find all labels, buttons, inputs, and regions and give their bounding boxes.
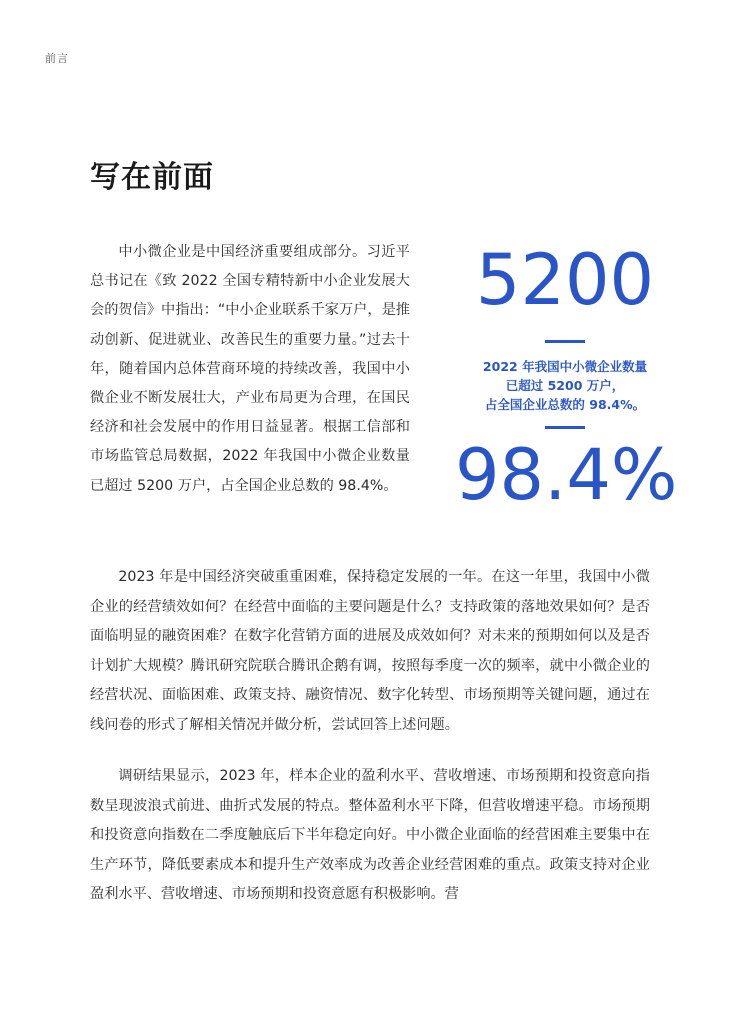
body-paragraph-findings: 调研结果显示，2023 年，样本企业的盈利水平、营收增速、市场预期和投资意向指数呈现波浪式前进、曲折式发展的特点。整体盈利水平下降，但营收增速平稳。市场预期和投资意向指数在二季度触底后下半年稳定向好。中小微企业面临的经营困难主要集中在生产环节，降低要素成本和提升生产效率成为改善企业经营困难的重点。政策支持对企业盈利水平、营收增速、市场预期和投资意愿有积极影响。营 [90, 768, 650, 902]
stat-number-enterprises: 5200 [475, 239, 655, 321]
intro-paragraph: 中小微企业是中国经济重要组成部分。习近平总书记在《致 2022 全国专精特新中小企业发展大会的贺信》中指出：“中小企业联系千家万户，是推动创新、促进就业、改善民生的重要力量。”过去十年，随着国内总体营商环境的持续改善，我国中小微企业不断发展壮大，产业布局更为合理，在国民经济和社会发展中的作用日益显著。根据工信部和市场监管总局数据，2022 年我国中小微企业数量已超过 5200 万户，占全国企业总数的 98.4%。 [90, 244, 410, 494]
stat-caption-line: 已超过 5200 万户， [505, 378, 625, 393]
body-paragraph-2023: 2023 年是中国经济突破重重困难，保持稳定发展的一年。在这一年里，我国中小微企业的经营绩效如何？在经营中面临的主要问题是什么？支持政策的落地效果如何？是否面临明显的融资困难？在数字化营销方面的进展及成效如何？对未来的预期如何以及是否计划扩大规模？腾讯研究院联合腾讯企鹅有调，按照每季度一次的频率，就中小微企业的经营状况、面临困难、政策支持、融资情况、数字化转型、市场预期等关键问题，通过在线问卷的形式了解相关情况并做分析，尝试回答上述问题。 [90, 569, 650, 733]
stat-caption-line: 占全国企业总数的 98.4%。 [484, 397, 646, 412]
stat-divider-bottom [545, 426, 585, 429]
stat-number-share: 98.4% [455, 434, 678, 516]
stat-divider-top [545, 340, 585, 343]
stat-caption [455, 357, 675, 414]
section-label: 前言 [45, 52, 69, 65]
page-title: 写在前面 [90, 160, 214, 195]
stat-caption-line: 2022 年我国中小微企业数量 [482, 359, 648, 374]
stats-callout [455, 239, 678, 516]
